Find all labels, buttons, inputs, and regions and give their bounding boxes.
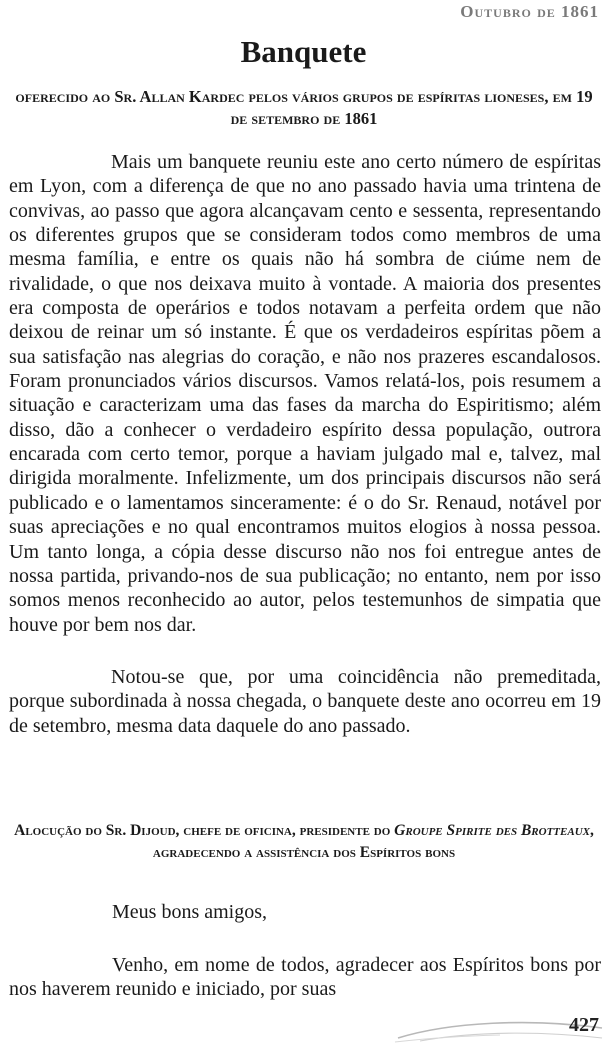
body-paragraph-2: Notou-se que, por uma coincidência não premeditada, porque subordinada à nossa chegada, o banquete deste ano ocorreu em 19 de setembro, mesma data daquele do ano passado. [9, 666, 601, 737]
body-paragraph-4: Venho, em nome de todos, agradecer aos Espíritos bons por nos haverem reunido e iniciado, por suas [9, 954, 601, 1001]
subtitle-text-2: de setembro de [230, 109, 345, 128]
subtitle-day: 19 [576, 87, 593, 106]
section-heading [14, 820, 594, 864]
subtitle-year: 1861 [344, 109, 378, 128]
section-heading-text-2: , agradecendo a assistência dos Espíritos bons [152, 822, 594, 861]
article-title: Banquete [240, 34, 367, 69]
section-heading-text-1: Alocução do Sr. Dijoud, chefe de oficina, presidente do [14, 822, 395, 839]
subtitle-text-1: oferecido ao Sr. Allan Kardec pelos vários grupos de espíritas lioneses, em [15, 87, 577, 106]
body-paragraph-salutation: Meus bons amigos, [112, 901, 267, 923]
body-paragraph-1: Mais um banquete reuniu este ano certo número de espíritas em Lyon, com a diferença de que no ano passado havia uma trintena de convivas, ao passo que agora alcançavam cento e sessenta, representando os diferentes grupos que se consideram todos como membros de uma mesma família, e entre os quais não há sombra de ciúme nem de rivalidade, o que nos deixava muito à vontade. A maioria dos presentes era composta de operários e todos notavam a perfeita ordem que não deixou de reinar um só instante. É que os verdadeiros espíritas põem a sua satisfação nas alegrias do coração, e não nos prazeres escandalosos. Foram pronunciados vários discursos. Vamos relatá-los, pois resumem a situação e caracterizam uma das fases da marcha do Espiritismo; além disso, dão a conhecer o verdadeiro espírito dessa população, outrora encarada com certo temor, porque a haviam julgado mal e, talvez, mal dirigida moralmente. Infelizmente, um dos principais discursos não será publicado e o lamentamos sinceramente: é o do Sr. Renaud, notável por suas apreciações e no qual encontramos muitos elogios à nossa pessoa. Um tanto longa, a cópia desse discurso não nos foi entregue antes de nossa partida, privando-nos de sua publicação; no entanto, nem por isso somos menos reconhecido ao autor, pelos testemunhos de simpatia que houve por bem nos dar. [9, 151, 601, 636]
article-subtitle [14, 86, 594, 130]
page-number: 427 [569, 1014, 599, 1036]
running-header: Outubro de 1861 [460, 2, 599, 21]
section-heading-group-name: Groupe Spirite des Brotteaux [394, 822, 590, 839]
